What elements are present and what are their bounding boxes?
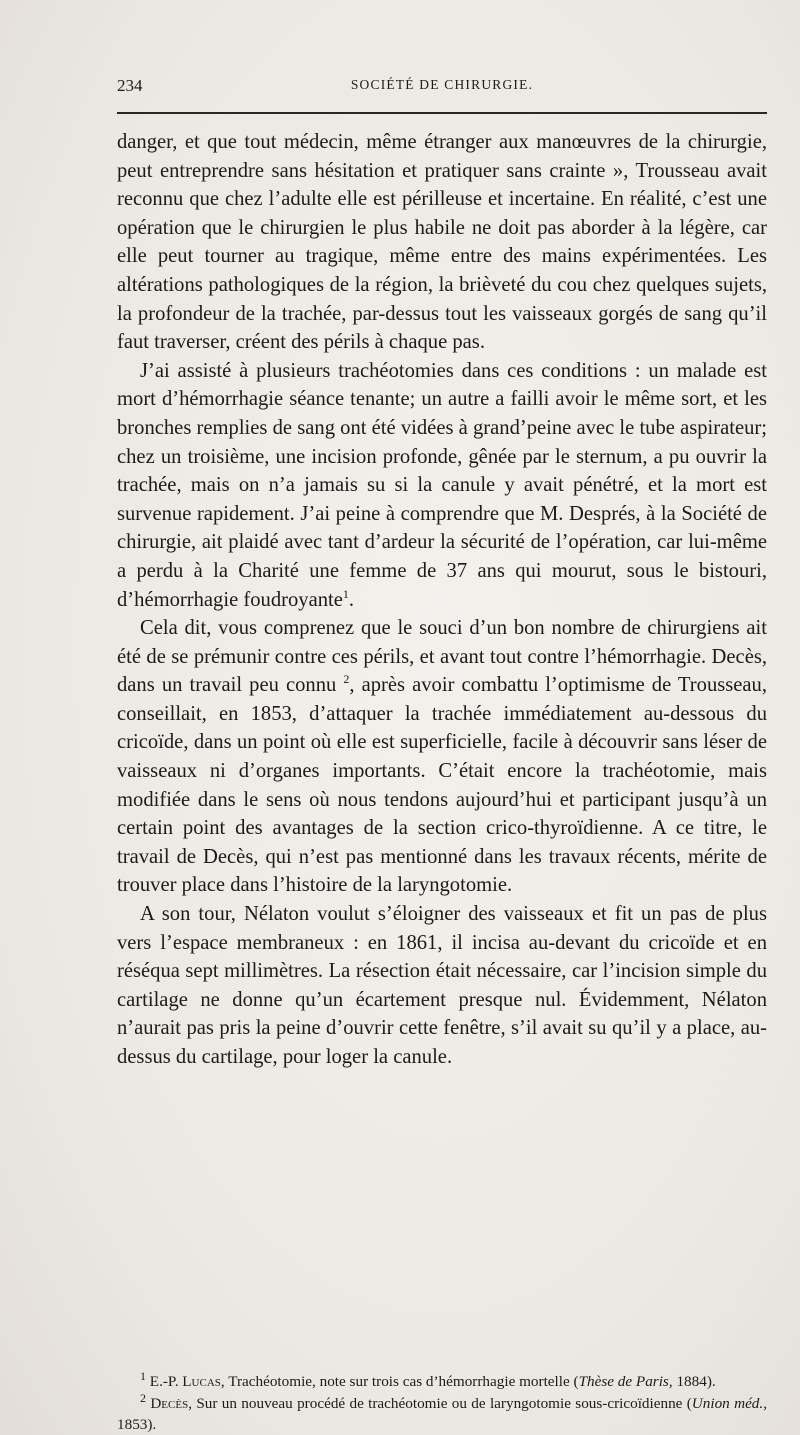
paragraph-tail: , après avoir combattu l’optimisme de Trousseau, conseillait, en 1853, d’attaquer la trachée immédiatement au-dessous du cricoïde, dans un point où elle est superficielle, facile à découvrir sans léser de vaisseaux ni d’organes importants. C’était encore la trachéotomie, mais modifiée dans le sens où nous tendons aujourd’hui et participant jusqu’à un certain point des avantages de la section crico-thyroïdienne. A ce titre, le travail de Decès, qui n’est pas mentionné dans les travaux récents, mérite de trouver place dans l’histoire de la laryngotomie.	[117, 674, 767, 897]
footnote-author: Decès,	[150, 1394, 193, 1412]
footnote-source: Thèse de Paris,	[578, 1373, 673, 1390]
footnote-tail: 1853).	[117, 1416, 157, 1433]
footnote-tail: 1884).	[672, 1373, 716, 1390]
footnote-1	[117, 1368, 767, 1393]
paragraph-3	[117, 614, 767, 900]
footnote-ref-1[interactable]: 1	[342, 586, 349, 601]
footnote-text: Trachéotomie, note sur trois cas d’hémorrhagie mortelle (	[224, 1373, 579, 1390]
footnote-2	[117, 1390, 767, 1435]
paragraph-text: A son tour, Nélaton voulut s’éloigner des vaisseaux et fit un pas de plus vers l’espace membraneux : en 1861, il incisa au-devant du cricoïde et en réséqua sept millimètres. La résection était nécessaire, car l’incision simple du cartilage ne donne qu’un écartement presque nul. Évidemment, Nélaton n’aurait pas pris la peine d’ouvrir cette fenêtre, s’il avait su qu’il y a place, au-dessus du cartilage, pour loger la canule.	[117, 903, 767, 1068]
paragraph-text: J’ai assisté à plusieurs trachéotomies dans ces conditions : un malade est mort d’hémorrhagie séance tenante; un autre a failli avoir le même sort, et les bronches remplies de sang ont été vidées à grand’peine avec le tube aspirateur; chez un troisième, une incision profonde, gênée par le sternum, a pu ouvrir la trachée, mais on n’a jamais su si la canule y avait pénétré, et la mort est survenue rapidement. J’ai peine à comprendre que M. Després, à la Société de chirurgie, ait plaidé avec tant d’ardeur la sécurité de l’opération, car lui-même a perdu à la Charité une femme de 37 ans qui mourut, sous le bistouri, d’hémorrhagie foudroyante	[117, 359, 767, 611]
footnote-text: Sur un nouveau procédé de trachéotomie ou de laryngotomie sous-cricoïdienne (	[192, 1394, 692, 1412]
paragraph-text: danger, et que tout médecin, même étranger aux manœuvres de la chirurgie, peut entreprendre sans hésitation et pratiquer sans crainte », Trousseau avait reconnu que chez l’adulte elle est périlleuse et incertaine. En réalité, c’est une opération que le chirurgien le plus habile ne doit pas aborder à la légère, car elle peut tourner au tragique, même entre des mains expérimentées. Les altérations pathologiques de la région, la brièveté du cou chez quelques sujets, la profondeur de la trachée, par-dessus tout les vaisseaux gorgés de sang qu’il faut traverser, créent des périls à chaque pas.	[117, 131, 767, 354]
footnote-source: Union méd.,	[691, 1394, 767, 1412]
page-header	[117, 76, 767, 100]
footnote-marker: 1	[140, 1368, 146, 1383]
footnote-author: E.-P. Lucas,	[149, 1373, 225, 1390]
paragraph-2	[117, 357, 767, 614]
paragraph-1	[117, 128, 767, 357]
paragraph-4	[117, 900, 767, 1072]
page-number: 234	[117, 76, 143, 95]
body-text	[117, 128, 767, 1072]
footnotes	[117, 1368, 767, 1435]
footnote-marker: 2	[140, 1390, 146, 1405]
paragraph-tail: .	[348, 588, 355, 611]
paragraph-text: Cela dit, vous comprenez que le souci d’un bon nombre de chirurgiens ait été de se prémunir contre ces périls, et avant tout contre l’hémorrhagie. Decès, dans un travail peu connu	[117, 617, 767, 697]
running-title: SOCIÉTÉ DE CHIRURGIE.	[350, 77, 534, 92]
header-rule	[117, 112, 767, 114]
footnote-ref-2[interactable]: 2	[343, 672, 350, 687]
